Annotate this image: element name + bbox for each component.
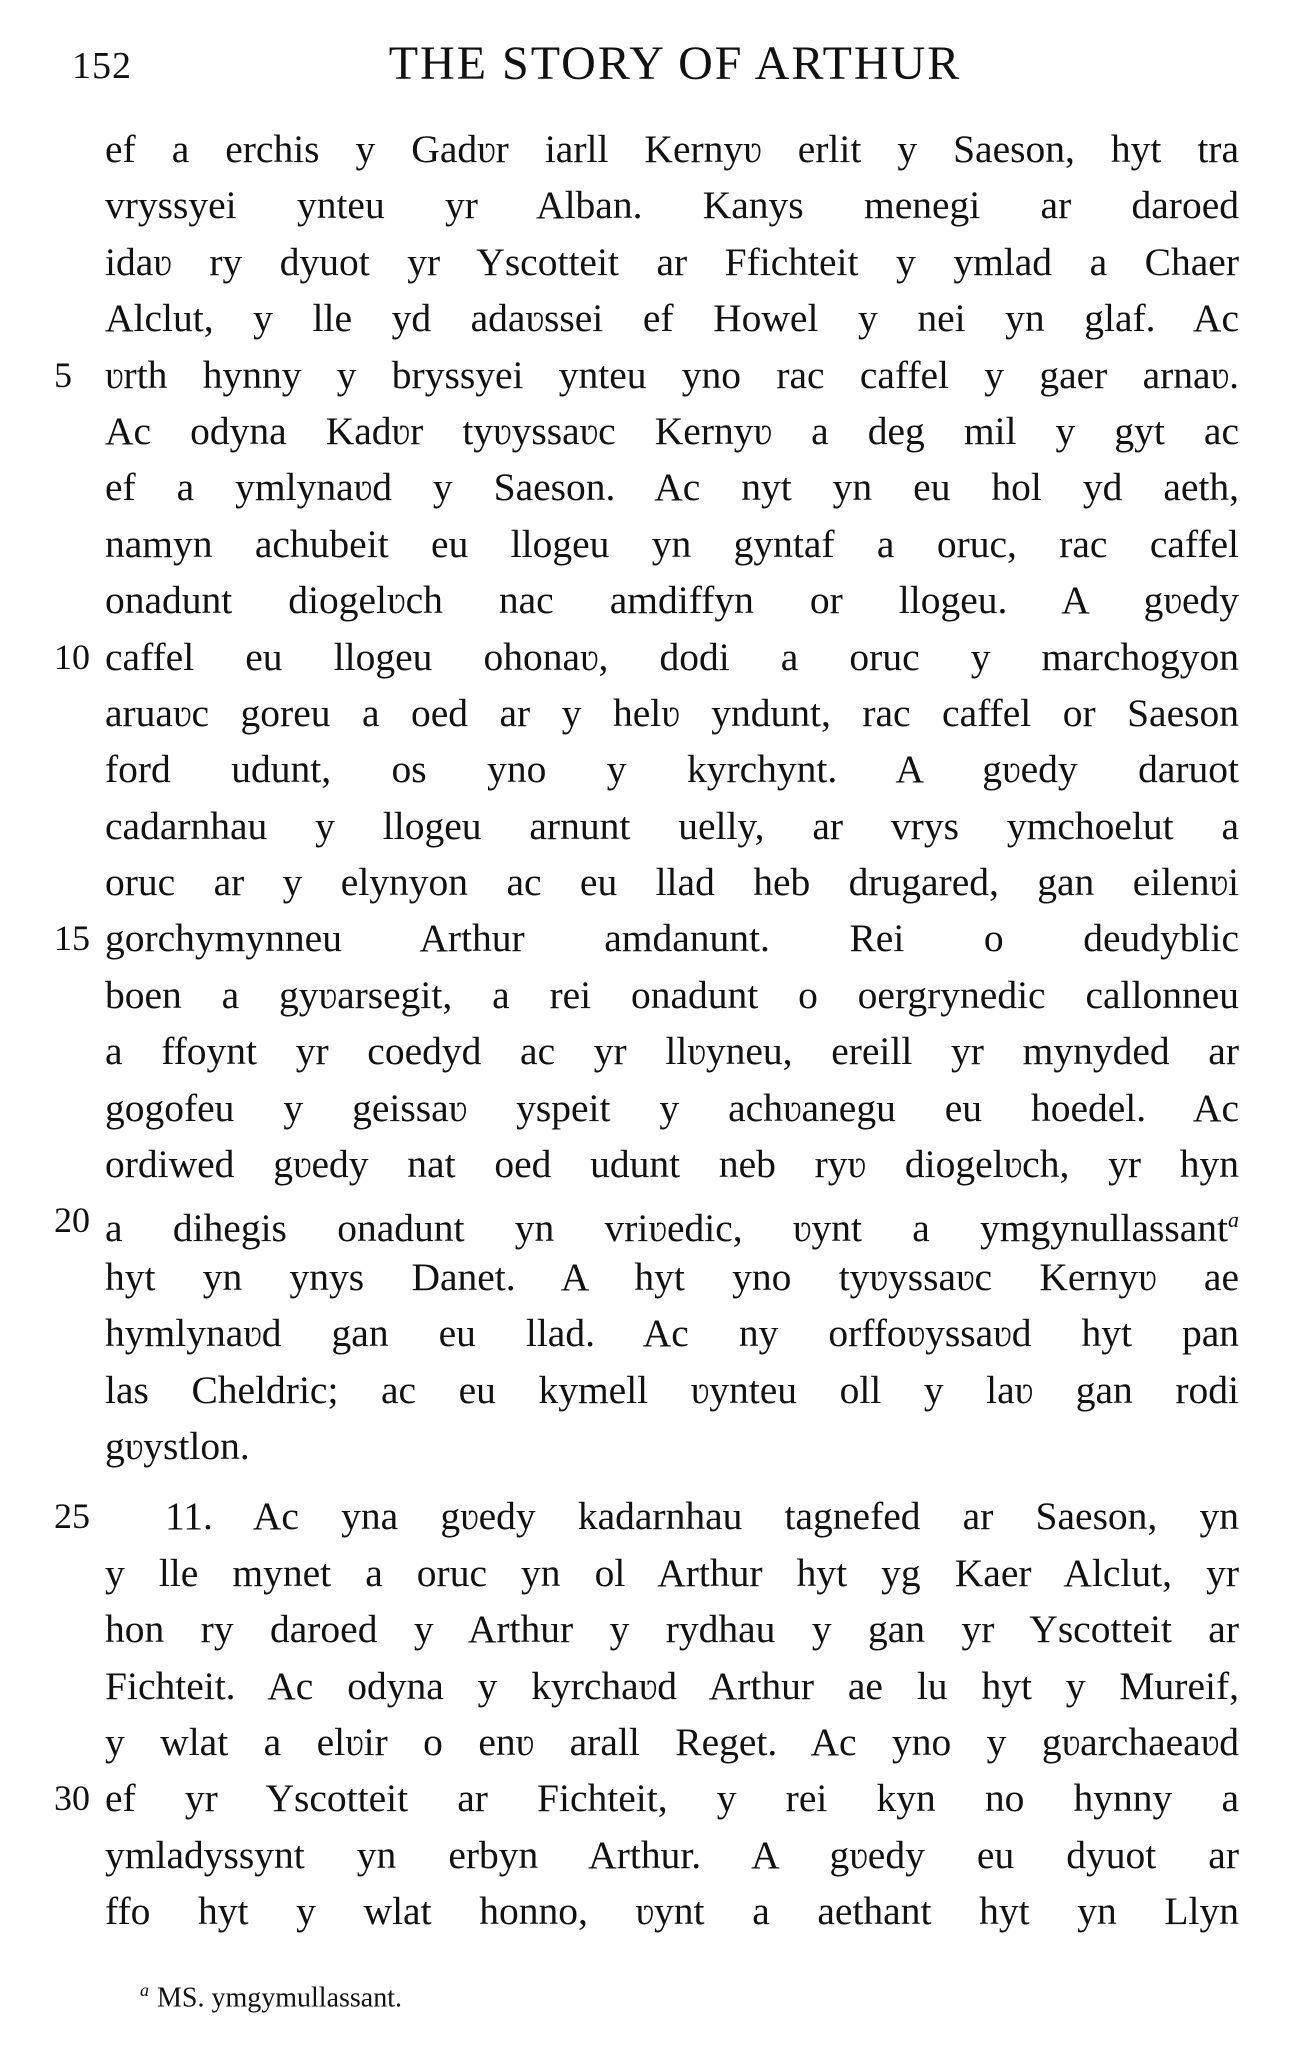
line-text xyxy=(105,1024,1239,1078)
text-line xyxy=(0,1081,1301,1137)
line-text xyxy=(105,1884,1239,1938)
line-text xyxy=(105,968,1239,1022)
line-text xyxy=(105,122,1239,176)
line-content: aruaʋc goreu a oed ar y helʋ yndunt, rac caffel or Saeson xyxy=(105,690,1239,735)
line-text xyxy=(105,799,1239,853)
line-text xyxy=(105,1828,1239,1882)
line-number: 15 xyxy=(54,918,90,959)
page-number: 152 xyxy=(72,45,132,87)
line-text xyxy=(105,1659,1239,1713)
text-line xyxy=(0,1306,1301,1362)
line-content: Alclut, y lle yd adaʋssei ef Howel y nei yn glaf. Ac xyxy=(105,296,1239,341)
line-text xyxy=(105,686,1239,740)
line-content: Fichteit. Ac odyna y kyrchaʋd Arthur ae lu hyt y Mureif, xyxy=(105,1663,1239,1708)
text-line xyxy=(0,1363,1301,1419)
line-content: namyn achubeit eu llogeu yn gyntaf a oruc, rac caffel xyxy=(105,521,1239,566)
line-number: 5 xyxy=(54,354,72,395)
line-content: vryssyei ynteu yr Alban. Kanys menegi ar daroed xyxy=(105,183,1239,228)
line-number: 25 xyxy=(54,1496,90,1537)
line-text xyxy=(105,1363,1239,1417)
text-line xyxy=(0,1024,1301,1080)
line-content: ef yr Yscotteit ar Fichteit, y rei kyn no hynny a xyxy=(105,1776,1239,1821)
line-text xyxy=(105,1771,1239,1825)
line-text xyxy=(105,460,1239,514)
text-line xyxy=(0,742,1301,798)
line-text xyxy=(105,348,1239,402)
text-line xyxy=(0,1250,1301,1306)
line-text xyxy=(105,1193,1239,1255)
line-content: ef a ymlynaʋd y Saeson. Ac nyt yn eu hol yd aeth, xyxy=(105,465,1239,510)
line-text xyxy=(105,1137,1239,1191)
line-text xyxy=(105,1419,1239,1473)
line-text xyxy=(105,573,1239,627)
text-line xyxy=(0,1419,1301,1475)
line-text xyxy=(105,1546,1239,1600)
line-content: ffo hyt y wlat honno, ʋynt a aethant hyt yn Llyn xyxy=(105,1889,1239,1934)
line-content: hon ry daroed y Arthur y rydhau y gan yr Yscotteit ar xyxy=(105,1607,1239,1652)
text-line xyxy=(0,630,1301,686)
line-text xyxy=(105,1489,1239,1543)
text-line xyxy=(0,573,1301,629)
line-text xyxy=(105,1306,1239,1360)
line-content: Ac odyna Kadʋr tyʋyssaʋc Kernyʋ a deg mil y gyt ac xyxy=(105,408,1239,453)
line-text xyxy=(105,1250,1239,1304)
text-line xyxy=(0,178,1301,234)
line-text xyxy=(105,630,1239,684)
line-content: ef a erchis y Gadʋr iarll Kernyʋ erlit y Saeson, hyt tra xyxy=(105,127,1239,171)
text-line xyxy=(0,235,1301,291)
text-line xyxy=(0,686,1301,742)
line-content: cadarnhau y llogeu arnunt uelly, ar vrys ymchoelut a xyxy=(105,803,1239,848)
line-text xyxy=(105,1715,1239,1769)
text-line xyxy=(0,291,1301,347)
paragraph-gap xyxy=(0,1475,1301,1489)
line-content: ymladyssynt yn erbyn Arthur. A gʋedy eu dyuot ar xyxy=(105,1832,1239,1877)
line-content: onadunt diogelʋch nac amdiffyn or llogeu. A gʋedy xyxy=(105,578,1239,623)
line-text xyxy=(105,178,1239,232)
line-content: ford udunt, os yno y kyrchynt. A gʋedy daruot xyxy=(105,747,1239,792)
text-line xyxy=(0,460,1301,516)
footnote-reference: a xyxy=(1228,1207,1239,1233)
text-line xyxy=(0,1771,1301,1827)
line-content: gʋystlon. xyxy=(105,1423,250,1468)
line-number: 30 xyxy=(54,1778,90,1819)
body-text xyxy=(0,122,1301,1941)
footnote-text: MS. ymgymullassant. xyxy=(157,1982,403,2014)
line-text xyxy=(105,911,1239,965)
line-number: 20 xyxy=(54,1200,90,1241)
line-content: a ffoynt yr coedyd ac yr llʋyneu, ereill yr mynyded ar xyxy=(105,1029,1239,1074)
line-content: gogofeu y geissaʋ yspeit y achʋanegu eu hoedel. Ac xyxy=(105,1085,1239,1130)
text-line xyxy=(0,1715,1301,1771)
page-header xyxy=(0,36,1301,96)
line-text xyxy=(105,855,1239,909)
line-content: caffel eu llogeu ohonaʋ, dodi a oruc y marchogyon xyxy=(105,634,1239,679)
footnote-marker: a xyxy=(140,1980,149,2000)
footnote xyxy=(140,1980,402,2014)
text-line xyxy=(0,1546,1301,1602)
text-line xyxy=(0,911,1301,967)
text-line xyxy=(0,1659,1301,1715)
line-content: y lle mynet a oruc yn ol Arthur hyt yg Kaer Alclut, yr xyxy=(105,1550,1239,1595)
text-line xyxy=(0,1137,1301,1193)
text-line xyxy=(0,1489,1301,1545)
line-content: ʋrth hynny y bryssyei ynteu yno rac caffel y gaer arnaʋ. xyxy=(105,352,1239,397)
line-content: boen a gyʋarsegit, a rei onadunt o oergrynedic callonneu xyxy=(105,972,1239,1017)
line-text xyxy=(105,404,1239,458)
line-text xyxy=(105,1081,1239,1135)
text-line xyxy=(0,1828,1301,1884)
text-line xyxy=(0,1884,1301,1940)
text-line xyxy=(0,348,1301,404)
line-text xyxy=(105,742,1239,796)
line-content: oruc ar y elynyon ac eu llad heb drugared, gan eilenʋi xyxy=(105,860,1239,905)
line-text xyxy=(105,517,1239,571)
text-line xyxy=(0,799,1301,855)
line-content: 11. Ac yna gʋedy kadarnhau tagnefed ar Saeson, yn xyxy=(165,1494,1239,1539)
line-text xyxy=(105,235,1239,289)
running-title: THE STORY OF ARTHUR xyxy=(388,37,962,90)
line-text xyxy=(105,1602,1239,1656)
line-content: hymlynaʋd gan eu llad. Ac ny orffoʋyssaʋd hyt pan xyxy=(105,1311,1239,1356)
line-content: a dihegis onadunt yn vriʋedic, ʋynt a ymgynullassant xyxy=(105,1206,1228,1251)
line-content: ordiwed gʋedy nat oed udunt neb ryʋ diogelʋch, yr hyn xyxy=(105,1142,1239,1187)
text-line xyxy=(0,1193,1301,1249)
line-content: hyt yn ynys Danet. A hyt yno tyʋyssaʋc Kernyʋ ae xyxy=(105,1254,1239,1299)
line-number: 10 xyxy=(54,636,90,677)
line-content: gorchymynneu Arthur amdanunt. Rei o deudyblic xyxy=(105,916,1239,961)
text-line xyxy=(0,1602,1301,1658)
text-line xyxy=(0,855,1301,911)
line-content: las Cheldric; ac eu kymell ʋynteu oll y laʋ gan rodi xyxy=(105,1367,1239,1412)
text-line xyxy=(0,122,1301,178)
text-line xyxy=(0,968,1301,1024)
line-content: idaʋ ry dyuot yr Yscotteit ar Ffichteit y ymlad a Chaer xyxy=(105,239,1239,284)
text-line xyxy=(0,517,1301,573)
line-content: y wlat a elʋir o enʋ arall Reget. Ac yno y gʋarchaeaʋd xyxy=(105,1719,1239,1764)
text-line xyxy=(0,404,1301,460)
line-text xyxy=(105,291,1239,345)
